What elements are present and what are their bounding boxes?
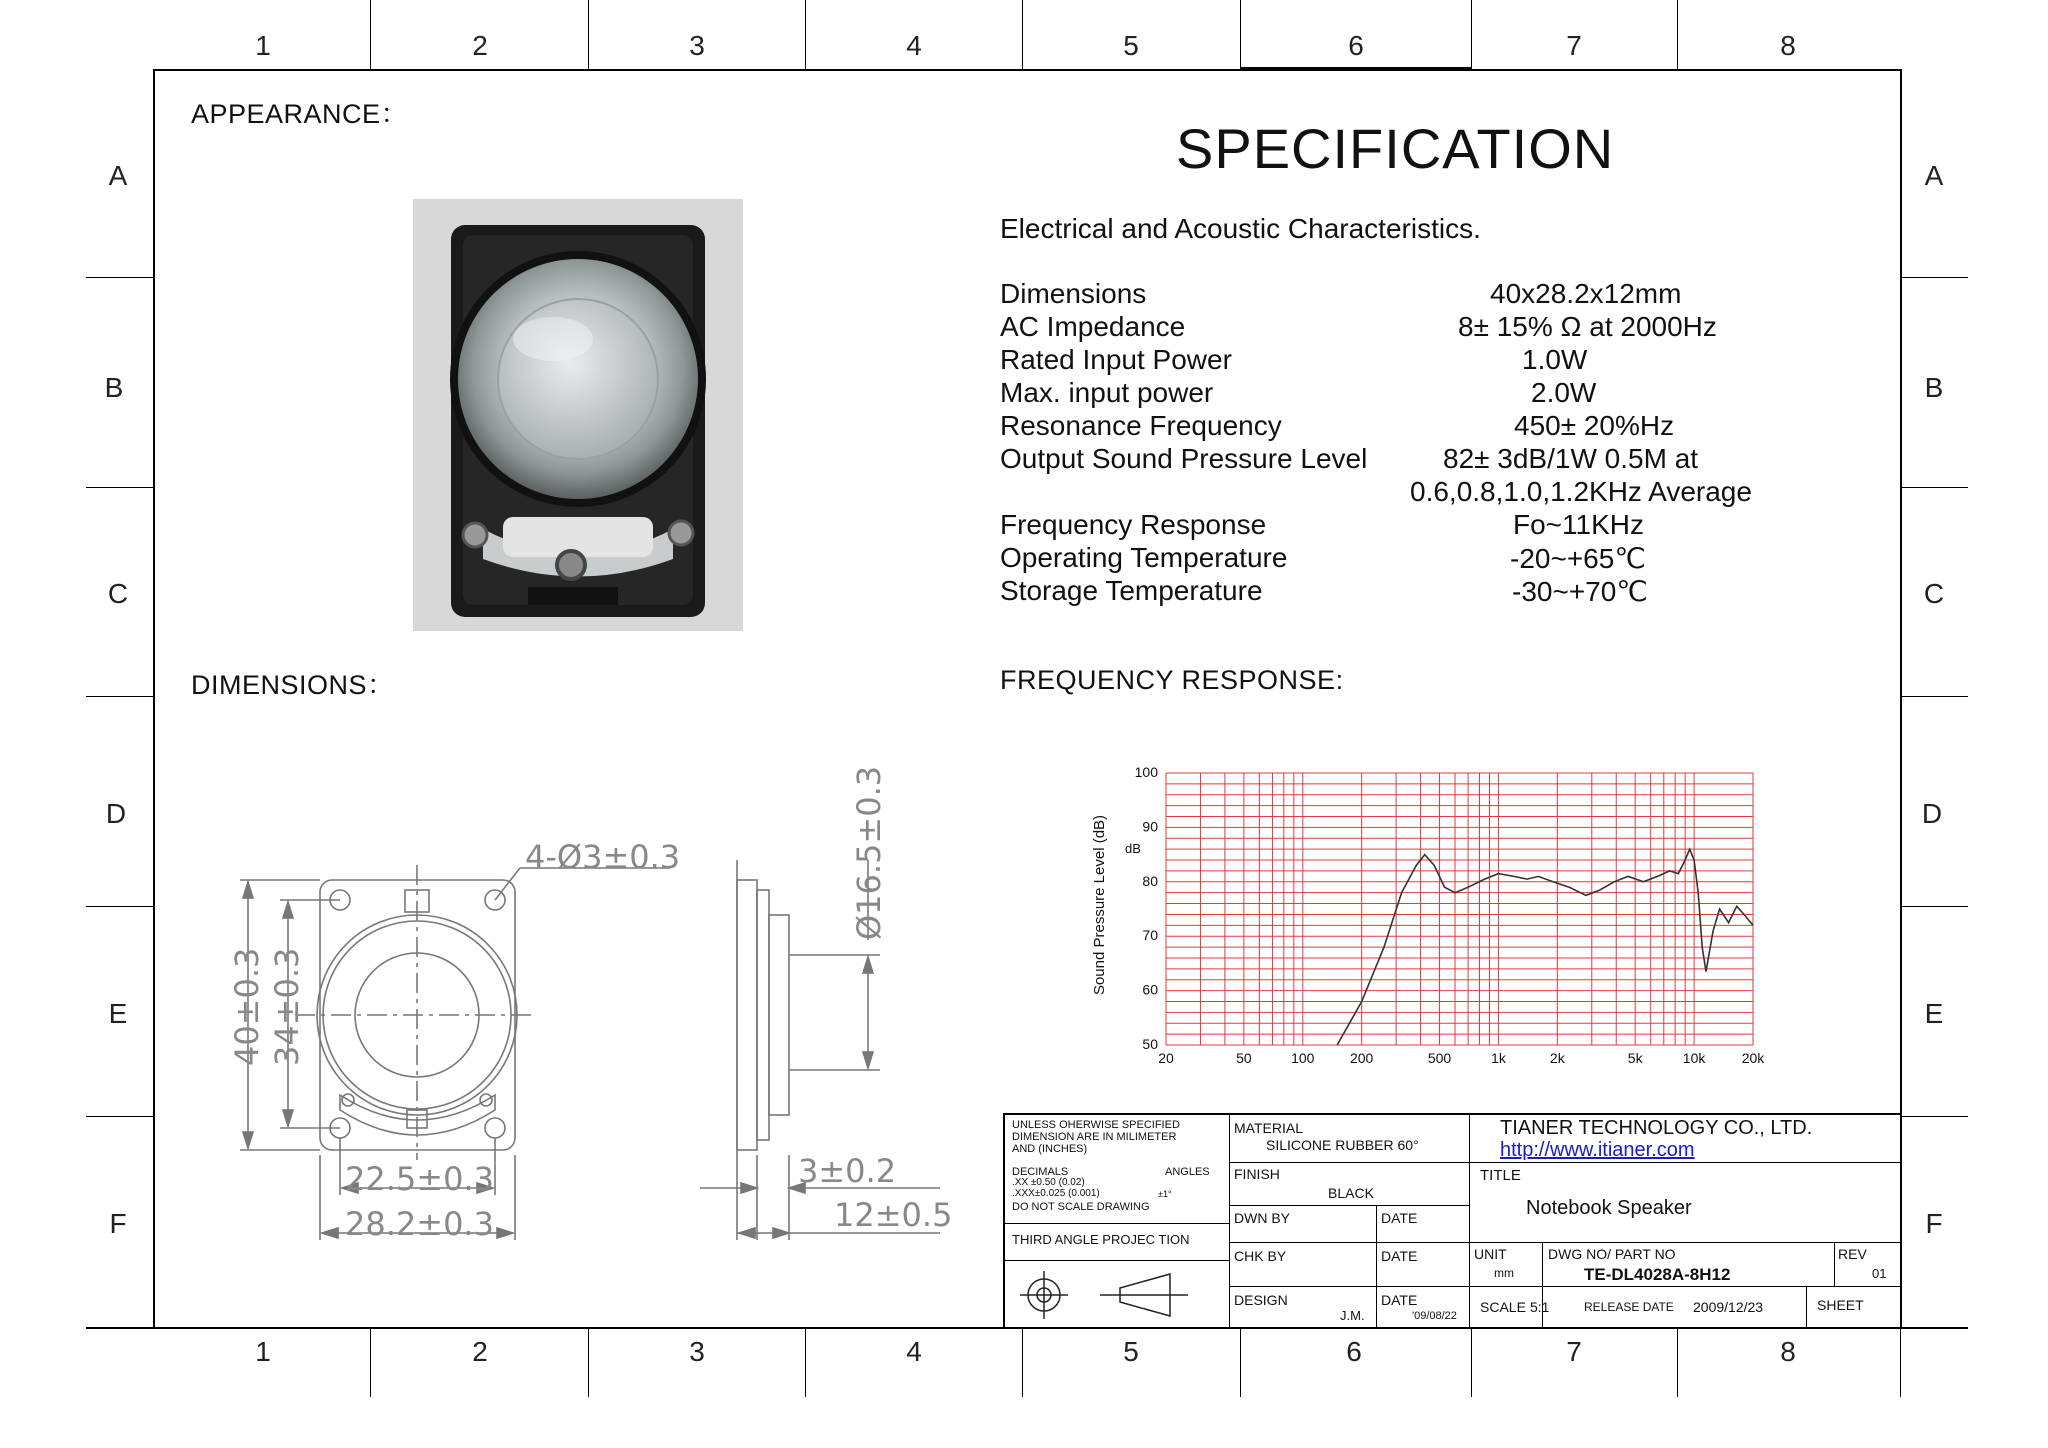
x-tick-label: 500 <box>1427 1050 1452 1066</box>
tb-dwg-label: DWG NO/ PART NO <box>1548 1246 1676 1262</box>
spec-title: SPECIFICATION <box>1176 117 1615 180</box>
spec-value: 8± 15% Ω at 2000Hz <box>1458 311 1717 342</box>
x-tick-label: 5k <box>1627 1050 1643 1066</box>
zone-col-5: 5 <box>1123 30 1139 61</box>
zone-col-6: 6 <box>1348 30 1364 61</box>
spec-value: Fo~11KHz <box>1513 509 1644 540</box>
chart-grid <box>1166 773 1753 1045</box>
tb-note: DIMENSION ARE IN MILIMETER <box>1012 1131 1177 1143</box>
tb-title-value: Notebook Speaker <box>1526 1197 1692 1219</box>
chart-y-ticks <box>1135 764 1159 1052</box>
zone-row-a: A <box>108 160 128 191</box>
zone-row-c: C <box>107 578 129 609</box>
y-tick-label: 60 <box>1142 981 1158 998</box>
zone-col-2: 2 <box>472 30 488 61</box>
tb-material-value: SILICONE RUBBER 60° <box>1266 1137 1419 1153</box>
zone-col-2-bottom: 2 <box>472 1336 488 1367</box>
y-tick-label: 90 <box>1142 818 1158 835</box>
zone-row-c-right: C <box>1923 578 1945 609</box>
spec-subtitle: Electrical and Acoustic Characteristics. <box>1000 213 1481 244</box>
tb-dwg-value: TE-DL4028A-8H12 <box>1584 1265 1731 1284</box>
tb-note: AND (INCHES) <box>1012 1143 1088 1155</box>
spec-value: -20~+65℃ <box>1510 543 1646 574</box>
y-tick-label: 70 <box>1142 927 1158 944</box>
zone-row-e-right: E <box>1924 998 1944 1029</box>
dimensions-header: DIMENSIONS： <box>191 670 395 700</box>
chart-x-ticks <box>1158 1050 1765 1066</box>
zone-col-4: 4 <box>906 30 922 61</box>
zone-col-1: 1 <box>255 30 271 61</box>
company-website-link[interactable]: http://www.itianer.com <box>1500 1139 1695 1161</box>
tb-do-not-scale: DO NOT SCALE DRAWING <box>1012 1201 1150 1213</box>
spec-label: Frequency Response <box>1000 509 1267 540</box>
tb-tol1: .XX ±0.50 (0.02) <box>1012 1177 1085 1188</box>
x-tick-label: 100 <box>1291 1050 1315 1066</box>
zone-row-f: F <box>109 1208 127 1239</box>
spec-label: Rated Input Power <box>1000 344 1232 375</box>
tb-unit-value: mm <box>1494 1266 1514 1280</box>
y-tick-label: 50 <box>1142 1036 1158 1052</box>
x-tick-label: 1k <box>1491 1050 1506 1066</box>
zone-row-e: E <box>108 998 128 1029</box>
spec-value: 2.0W <box>1531 377 1597 408</box>
tb-sheet-label: SHEET <box>1817 1297 1864 1313</box>
tb-decimals: DECIMALS <box>1012 1166 1069 1178</box>
zone-col-3: 3 <box>689 30 705 61</box>
spec-value: 1.0W <box>1522 344 1588 375</box>
tb-date-label: DATE <box>1381 1248 1418 1264</box>
spec-value: 0.6,0.8,1.0,1.2KHz Average <box>1410 476 1752 507</box>
tb-dwn-by: DWN BY <box>1234 1210 1290 1226</box>
dim-depth-total: 12±0.5 <box>834 1196 953 1234</box>
dim-depth-small: 3±0.2 <box>798 1152 897 1190</box>
chart-y-axis-label: Sound Pressure Level (dB) <box>1091 814 1108 996</box>
tb-release-label: RELEASE DATE <box>1584 1300 1674 1314</box>
tb-scale-value: 5:1 <box>1530 1299 1550 1315</box>
tb-rev-label: REV <box>1838 1246 1867 1262</box>
tb-date-label: DATE <box>1381 1210 1418 1226</box>
zone-row-b: B <box>104 372 124 403</box>
spec-value: 40x28.2x12mm <box>1490 278 1682 309</box>
tb-finish-value: BLACK <box>1328 1185 1374 1201</box>
x-tick-label: 20k <box>1741 1050 1765 1066</box>
tb-chk-by: CHK BY <box>1234 1248 1287 1264</box>
frequency-response-chart <box>1080 755 1780 1075</box>
spec-label: Resonance Frequency <box>1000 410 1282 441</box>
tb-finish-label: FINISH <box>1234 1166 1280 1182</box>
dim-height-outer: 40±0.3 <box>228 947 266 1066</box>
zone-col-6-bottom: 6 <box>1346 1336 1362 1367</box>
third-angle-projection-icon <box>1012 1266 1222 1324</box>
frequency-response-header: FREQUENCY RESPONSE: <box>1000 665 1344 695</box>
x-tick-label: 20 <box>1158 1050 1174 1066</box>
tb-rev-value: 01 <box>1872 1266 1887 1281</box>
y-tick-label: 80 <box>1142 872 1158 889</box>
x-tick-label: 10k <box>1682 1050 1706 1066</box>
tb-projection: THIRD ANGLE PROJEC TION <box>1012 1232 1190 1247</box>
dim-width-outer: 28.2±0.3 <box>345 1205 494 1243</box>
dim-holes: 4-Ø3±0.3 <box>525 838 681 876</box>
spec-label: Storage Temperature <box>1000 575 1263 606</box>
tb-tol-angle: ±1° <box>1158 1189 1172 1199</box>
spec-value: -30~+70℃ <box>1512 576 1648 607</box>
speaker-photo <box>413 199 743 631</box>
zone-col-7: 7 <box>1566 30 1582 61</box>
dim-width-inner: 22.5±0.3 <box>345 1160 494 1198</box>
spec-value: 450± 20%Hz <box>1514 410 1675 441</box>
tb-title-label: TITLE <box>1480 1167 1521 1184</box>
zone-row-a-right: A <box>1924 160 1944 191</box>
tb-date-label: DATE <box>1381 1292 1418 1308</box>
tb-release-value: 2009/12/23 <box>1693 1299 1764 1315</box>
tb-angles: ANGLES <box>1165 1166 1210 1178</box>
zone-row-d: D <box>105 798 127 829</box>
zone-col-8: 8 <box>1780 30 1796 61</box>
zone-col-8-bottom: 8 <box>1780 1336 1796 1367</box>
y-tick-label: 100 <box>1134 764 1158 780</box>
tb-design: DESIGN <box>1234 1292 1288 1308</box>
spec-label: Dimensions <box>1000 278 1147 309</box>
chart-y-unit: dB <box>1125 841 1141 856</box>
dim-height-inner: 34±0.3 <box>268 947 306 1066</box>
zone-col-3-bottom: 3 <box>689 1336 705 1367</box>
spec-label: AC Impedance <box>1000 311 1186 342</box>
zone-row-b-right: B <box>1924 372 1944 403</box>
zone-col-5-bottom: 5 <box>1123 1336 1139 1367</box>
tb-designer: J.M. <box>1340 1308 1365 1323</box>
spec-label: Operating Temperature <box>1000 542 1288 573</box>
spec-value: 82± 3dB/1W 0.5M at <box>1443 443 1699 474</box>
tb-note: UNLESS OHERWISE SPECIFIED <box>1012 1119 1180 1131</box>
appearance-header: APPEARANCE： <box>191 99 409 129</box>
tb-company: TIANER TECHNOLOGY CO., LTD. <box>1500 1117 1813 1139</box>
x-tick-label: 2k <box>1549 1050 1565 1066</box>
dim-diameter: Ø16.5±0.3 <box>850 765 888 940</box>
tb-scale-label: SCALE <box>1480 1299 1526 1315</box>
x-tick-label: 50 <box>1236 1050 1252 1066</box>
tb-material-label: MATERIAL <box>1234 1120 1303 1136</box>
tb-tol2: .XXX±0.025 (0.001) <box>1012 1188 1100 1199</box>
x-tick-label: 200 <box>1349 1050 1374 1066</box>
zone-col-1-bottom: 1 <box>255 1336 271 1367</box>
spec-label: Max. input power <box>1000 377 1214 408</box>
zone-row-d-right: D <box>1921 798 1943 829</box>
zone-col-7-bottom: 7 <box>1566 1336 1582 1367</box>
tb-design-date: '09/08/22 <box>1412 1310 1457 1322</box>
tb-unit-label: UNIT <box>1474 1246 1507 1262</box>
spec-label: Output Sound Pressure Level <box>1000 443 1368 474</box>
zone-col-4-bottom: 4 <box>906 1336 922 1367</box>
zone-row-f-right: F <box>1925 1208 1943 1239</box>
